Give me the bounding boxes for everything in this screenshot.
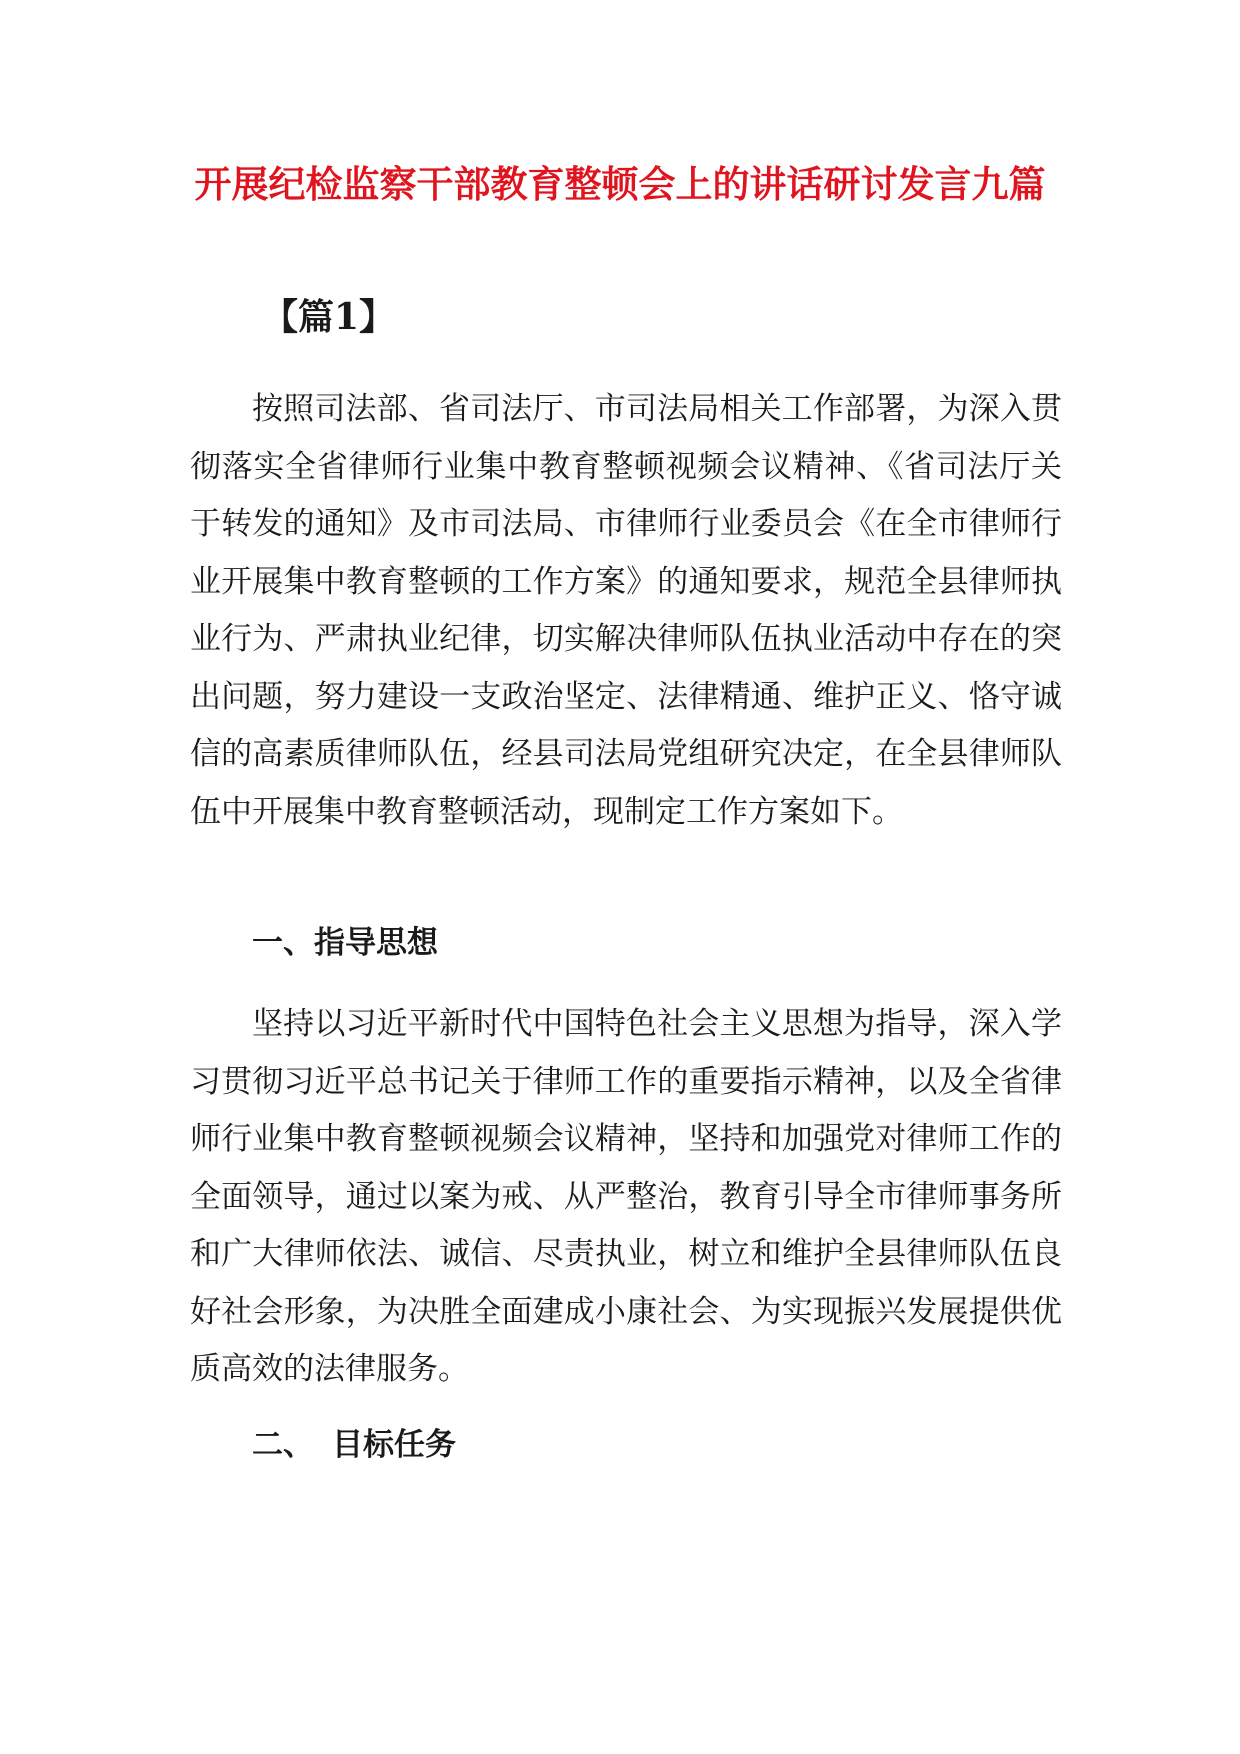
heading-number: 二、 [252,1427,314,1463]
document-title: 开展纪检监察干部教育整顿会上的讲话研讨发言九篇 [194,163,1046,206]
heading-goals-tasks [252,1420,456,1470]
body-paragraph-guiding-ideology: 坚持以习近平新时代中国特色社会主义思想为指导，深入学习贯彻习近平总书记关于律师工作的重要指示精神，以及全省律师行业集中教育整顿视频会议精神，坚持和加强党对律师工作的全面领导，通过以案为戒、从严整治，教育引导全市律师事务所和广大律师依法、诚信、尽责执业，树立和维护全县律师队伍良好社会形象，为决胜全面建成小康社会、为实现振兴发展提供优质高效的法律服务。 [190,1006,1062,1387]
body-paragraph-intro: 按照司法部、省司法厅、市司法局相关工作部署，为深入贯彻落实全省律师行业集中教育整顿视频会议精神、《省司法厅关于转发的通知》及市司法局、市律师行业委员会《在全市律师行业开展集中教育整顿的工作方案》的通知要求，规范全县律师执业行为、严肃执业纪律，切实解决律师队伍执业活动中存在的突出问题，努力建设一支政治坚定、法律精通、维护正义、恪守诚信的高素质律师队伍，经县司法局党组研究决定，在全县律师队伍中开展集中教育整顿活动，现制定工作方案如下。 [190,391,1062,830]
section-label: 【篇1】 [262,296,396,338]
heading-guiding-ideology: 一、指导思想 [252,925,438,961]
heading-text: 目标任务 [332,1427,456,1463]
